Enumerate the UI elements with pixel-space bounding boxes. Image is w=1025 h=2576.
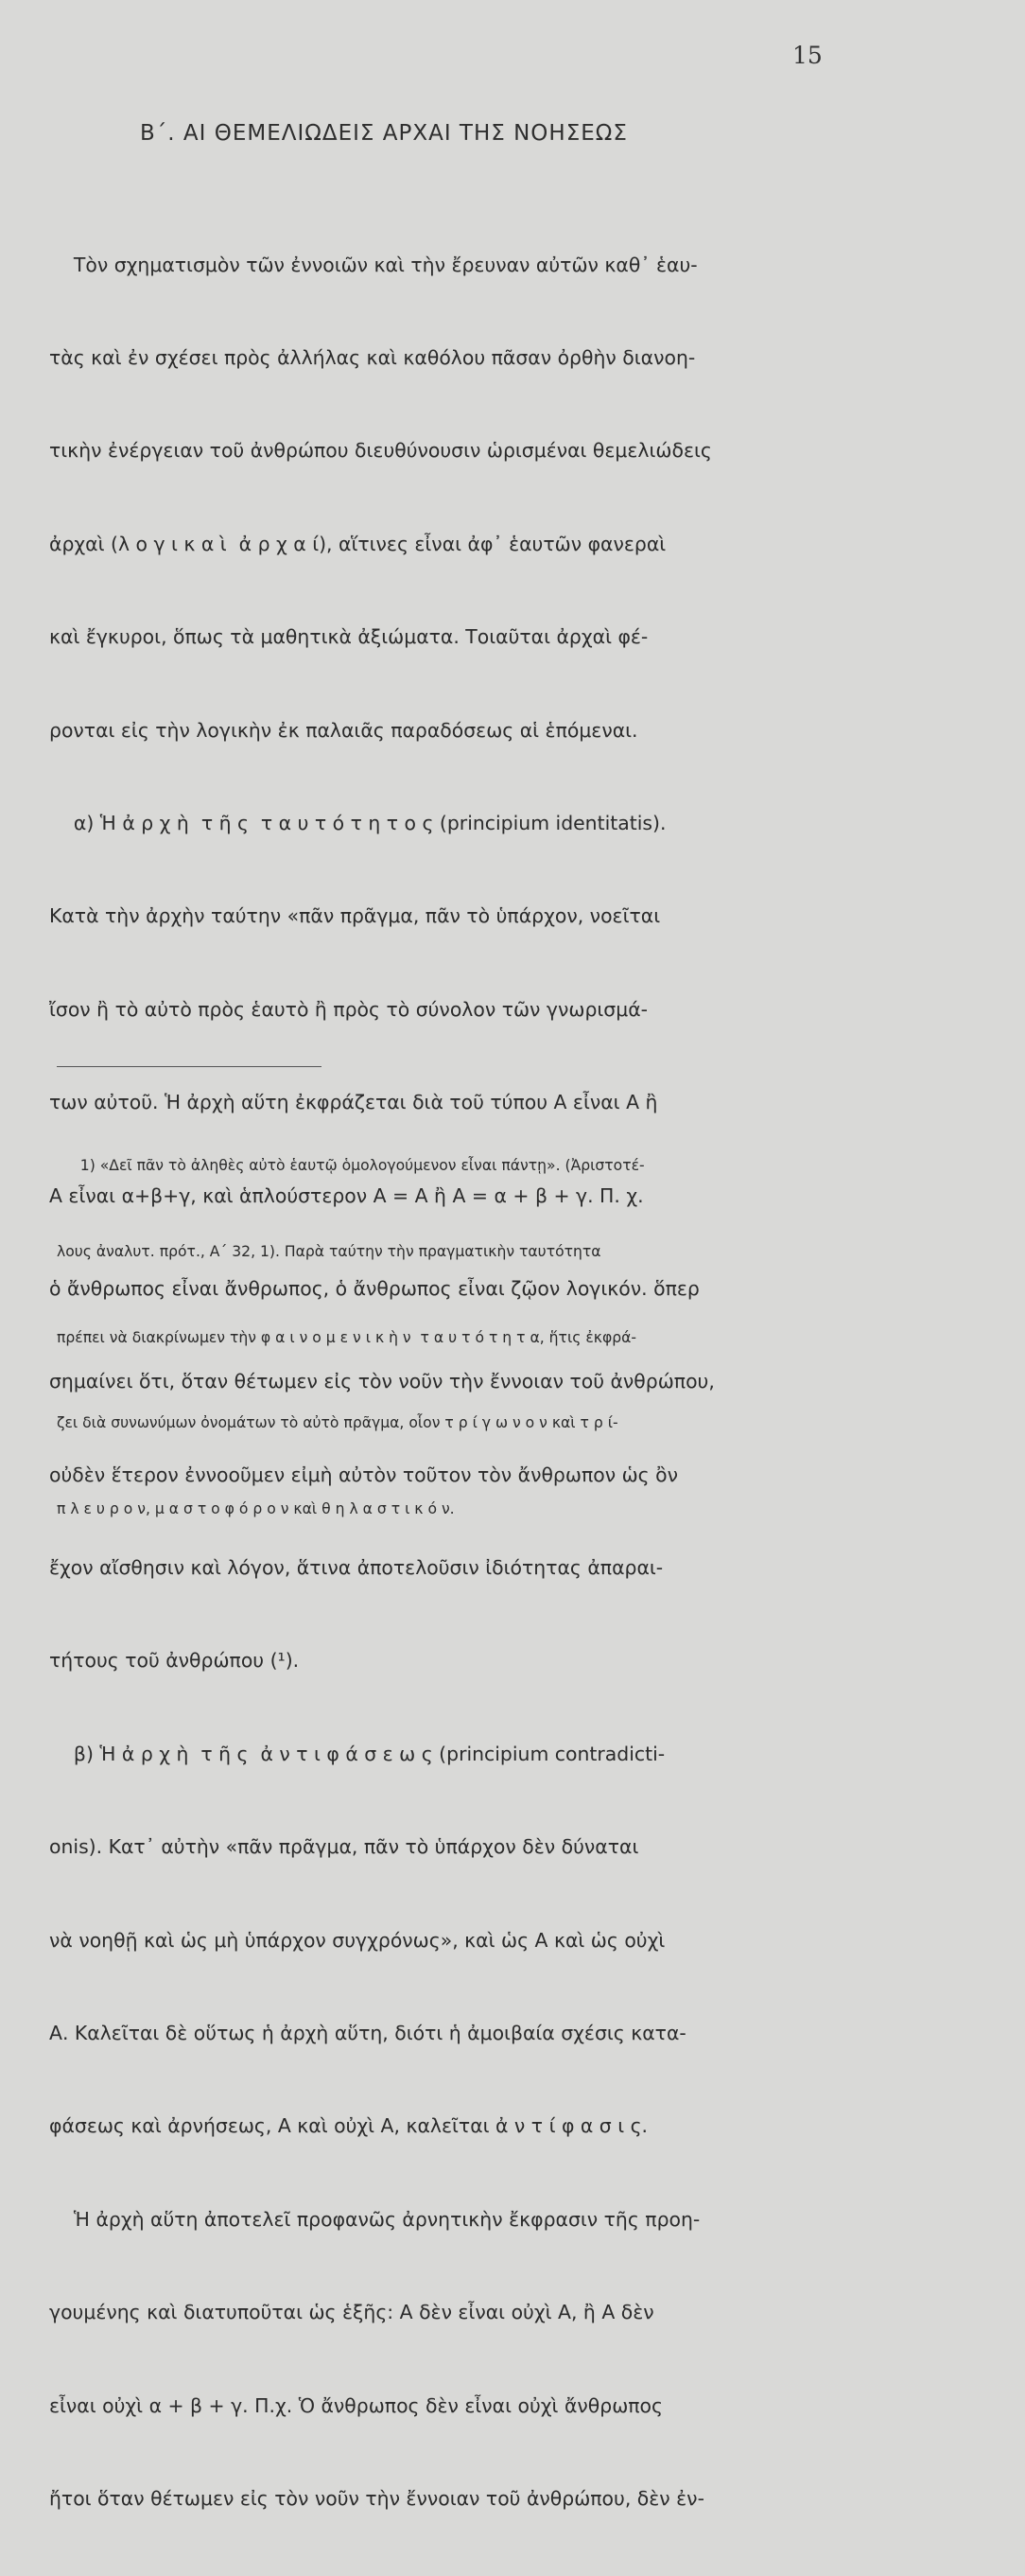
body-line: ρονται εἰς τὴν λογικὴν ἐκ παλαιᾶς παραδόσεως αἱ ἑπόμεναι. [49, 718, 638, 742]
body-line: ἔχον αἴσθησιν καὶ λόγον, ἅτινα ἀποτελοῦσιν ἰδιότητας ἀπαραι- [49, 1556, 664, 1580]
footnote-line: λους ἀναλυτ. πρότ., Α΄ 32, 1). Παρὰ ταύτην τὴν πραγματικὴν ταυτότητα [57, 1243, 601, 1260]
body-line: τήτους τοῦ ἀνθρώπου (¹). [49, 1649, 300, 1673]
body-line: Ἡ ἀρχὴ αὕτη ἀποτελεῖ προφανῶς ἀρνητικὴν ἔκφρασιν τῆς προη- [49, 2207, 701, 2231]
footnotes [57, 1095, 860, 1580]
body-line: τικὴν ἐνέργειαν τοῦ ἀνθρώπου διευθύνουσιν ὡρισμέναι θεμελιώδεις [49, 439, 712, 463]
body-line: ὁ ἄνθρωπος εἶναι ἄνθρωπος, ὁ ἄνθρωπος εἶναι ζῷον λογικόν. ὅπερ [49, 1276, 700, 1300]
body-line: γουμένης καὶ διατυποῦται ὡς ἑξῆς: Α δὲν εἶναι οὐχὶ Α, ἢ Α δὲν [49, 2301, 654, 2324]
body-line: οὐδὲν ἕτερον ἐννοοῦμεν εἰμὴ αὐτὸν τοῦτον τὸν ἄνθρωπον ὡς ὂν [49, 1463, 678, 1486]
section-heading: Β΄. ΑΙ ΘΕΜΕΛΙΩΔΕΙΣ ΑΡΧΑΙ ΤΗΣ ΝΟΗΣΕΩΣ [140, 121, 628, 146]
body-line: ἤτοι ὅταν θέτωμεν εἰς τὸν νοῦν τὴν ἔννοιαν τοῦ ἀνθρώπου, δὲν ἐν- [49, 2486, 704, 2510]
footnote-separator [57, 1066, 321, 1067]
body-line: νὰ νοηθῇ καὶ ὡς μὴ ὑπάρχον συγχρόνως», καὶ ὡς Α καὶ ὡς οὐχὶ [49, 1928, 666, 1952]
body-line: καὶ ἔγκυροι, ὅπως τὰ μαθητικὰ ἀξιώματα. Τοιαῦται ἀρχαὶ φέ- [49, 625, 649, 649]
body-line: των αὐτοῦ. Ἡ ἀρχὴ αὕτη ἐκφράζεται διὰ τοῦ τύπου Α εἶναι Α ἢ [49, 1091, 658, 1114]
body-line: σημαίνει ὅτι, ὅταν θέτωμεν εἰς τὸν νοῦν τὴν ἔννοιαν τοῦ ἀνθρώπου, [49, 1370, 715, 1393]
body-line: Τὸν σχηματισμὸν τῶν ἐννοιῶν καὶ τὴν ἔρευναν αὐτῶν καθ᾽ ἑαυ- [49, 253, 698, 276]
body-line: Κατὰ τὴν ἀρχὴν ταύτην «πᾶν πρᾶγμα, πᾶν τὸ ὑπάρχον, νοεῖται [49, 904, 661, 928]
footnote-line: ζει διὰ συνωνύμων ὀνομάτων τὸ αὐτὸ πρᾶγμα, οἷον τ ρ ί γ ω ν ο ν καὶ τ ρ ί- [57, 1414, 618, 1432]
body-line: α) Ἡ ἀ ρ χ ὴ τ ῆ ς τ α υ τ ό τ η τ ο ς (principium identitatis). [49, 811, 667, 834]
footnote-line: 1) «Δεῖ πᾶν τὸ ἀληθὲς αὐτὸ ἑαυτῷ ὁμολογούμενον εἶναι πάντῃ». (Ἀριστοτέ- [57, 1157, 645, 1175]
footnote-line: πρέπει νὰ διακρίνωμεν τὴν φ α ι ν ο μ ε ν ι κ ὴ ν τ α υ τ ό τ η τ α, ἥτις ἐκφρά- [57, 1328, 637, 1346]
body-line: ἴσον ἢ τὸ αὐτὸ πρὸς ἑαυτὸ ἢ πρὸς τὸ σύνολον τῶν γνωρισμά- [49, 997, 648, 1021]
body-line: β) Ἡ ἀ ρ χ ὴ τ ῆ ς ἀ ν τ ι φ ά σ ε ω ς (principium contradicti- [49, 1742, 666, 1765]
footnote-line: π λ ε υ ρ ο ν, μ α σ τ ο φ ό ρ ο ν καὶ θ η λ α σ τ ι κ ό ν. [57, 1499, 455, 1517]
body-line: φάσεως καὶ ἀρνήσεως, Α καὶ οὐχὶ Α, καλεῖται ἀ ν τ ί φ α σ ι ς. [49, 2114, 649, 2138]
body-line: Α εἶναι α+β+γ, καὶ ἁπλούστερον Α = Α ἢ Α = α + β + γ. Π. χ. [49, 1183, 644, 1207]
page-number: 15 [792, 42, 823, 69]
body-line: εἶναι οὐχὶ α + β + γ. Π.χ. Ὁ ἄνθρωπος δὲν εἶναι οὐχὶ ἄνθρωπος [49, 2393, 663, 2417]
body-line: τὰς καὶ ἐν σχέσει πρὸς ἀλλήλας καὶ καθόλου πᾶσαν ὀρθὴν διανοη- [49, 345, 696, 369]
body-line: ἀρχαὶ (λ ο γ ι κ α ὶ ἀ ρ χ α ί), αἵτινες εἶναι ἀφ᾽ ἑαυτῶν φανεραὶ [49, 532, 667, 555]
body-line: onis). Κατ᾽ αὐτὴν «πᾶν πρᾶγμα, πᾶν τὸ ὑπάρχον δὲν δύναται [49, 1835, 639, 1859]
body-line: Α. Καλεῖται δὲ οὕτως ἡ ἀρχὴ αὕτη, διότι ἡ ἀμοιβαία σχέσις κατα- [49, 2022, 686, 2045]
